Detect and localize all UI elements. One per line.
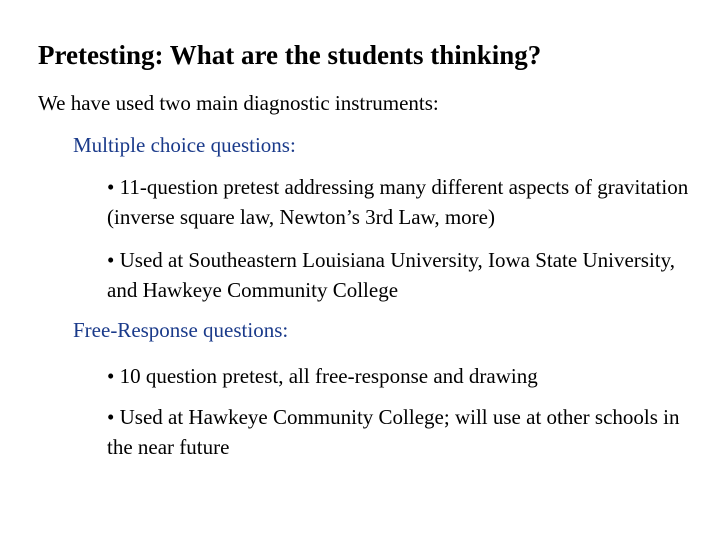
bullet-item: • 10 question pretest, all free-response and drawing bbox=[107, 364, 538, 388]
bullet-item: • Used at Hawkeye Community College; will use at other schools in the near future bbox=[107, 405, 680, 459]
intro-text: We have used two main diagnostic instruments: bbox=[38, 91, 439, 115]
bullet-item: • Used at Southeastern Louisiana University, Iowa State University, and Hawkeye Community College bbox=[107, 248, 676, 302]
bullet-item: • 11-question pretest addressing many different aspects of gravitation (inverse square law, Newton’s 3rd Law, more) bbox=[107, 175, 689, 229]
section-heading-multiple-choice: Multiple choice questions: bbox=[73, 133, 296, 157]
section-heading-free-response: Free-Response questions: bbox=[73, 318, 289, 342]
slide-title: Pretesting: What are the students thinking? bbox=[38, 40, 542, 70]
